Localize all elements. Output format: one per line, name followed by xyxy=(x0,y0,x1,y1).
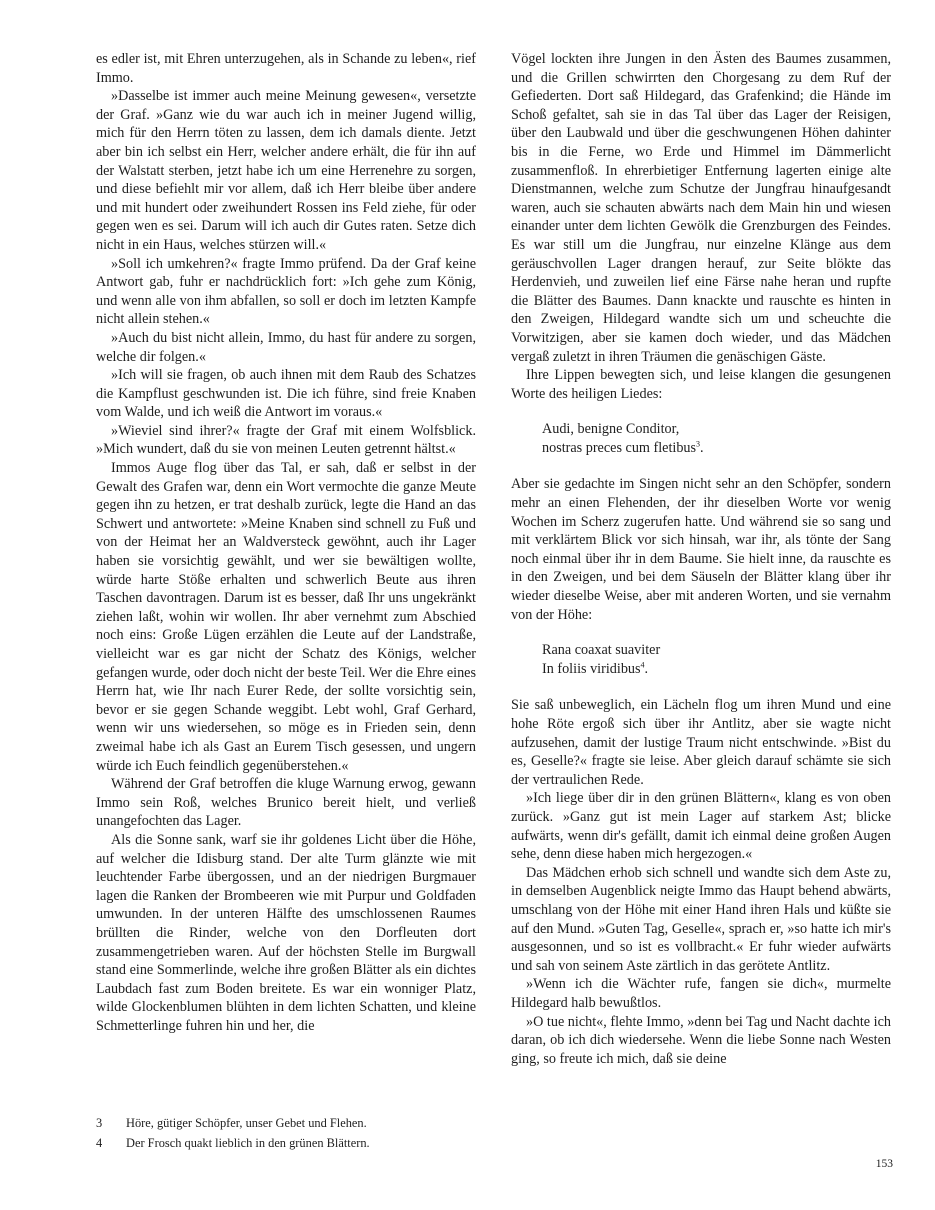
paragraph: »Soll ich umkehren?« fragte Immo prüfend. Da der Graf keine Antwort gab, fuhr er nachdrücklich fort: »Ich gehe zum König, und wenn alle von ihm abfallen, so soll er doch im letzten Kampfe nicht allein stehen.« xyxy=(96,255,476,328)
paragraph: »Dasselbe ist immer auch meine Meinung gewesen«, versetzte der Graf. »Ganz wie du war auch ich in meiner Jugend willig, mich für den Herrn töten zu lassen, dem ich damals diente. Jetzt aber bin ich selbst ein Herr, welcher andere erhält, die für ihn auf der Walstatt sterben, jetzt habe ich um eine Herrenehre zu sorgen, und diese befiehlt mir vor allem, daß ich Herr bleibe über andere und mit hundert oder zweihundert Rossen ins Feld ziehe, für oder gegen wen es sei. Darum will ich auch dir Gutes raten. Setze dich nicht in ein Haus, welches stürzen will.« xyxy=(96,88,476,253)
verse-line: In foliis viridibus$^4$. xyxy=(542,660,649,677)
paragraph: Ihre Lippen bewegten sich, und leise klangen die gesungenen Worte des heiligen Liedes: xyxy=(511,367,891,402)
verse-line: Audi, benigne Conditor, xyxy=(542,421,680,438)
paragraph: Als die Sonne sank, warf sie ihr goldenes Licht über die Höhe, auf welcher die Idisburg stand. Der alte Turm glänzte wie mit leuchtender Farbe übergossen, und an der niedrigen Burgmauer lagen die Ranken der Brombeeren wie mit Purpur und Goldfaden umwunden. In der unteren Hälfte des umschlossenen Raumes brüllten die Rinder, welche von den Dorfleuten dort zusammengetrieben waren. Auf der höchsten Stelle im Burgwall stand eine Sommerlinde, welche ihre großen Blätter als ein dichtes Laubdach fast zum Boden breitete. Es war ein wonniger Platz, wilde Glockenblumen blühten in dem lichten Schatten, und kleine Schmetterlinge fuhren hin und her, die xyxy=(96,831,476,1034)
footnote-number: 3 xyxy=(96,1116,103,1130)
latin-verse-1 xyxy=(542,420,891,457)
footnote-ref: 4 xyxy=(640,660,645,670)
left-column xyxy=(96,50,476,1035)
footnote-text: Der Frosch quakt lieblich in den grünen Blättern. xyxy=(126,1136,370,1150)
verse-line: Rana coaxat suaviter xyxy=(542,642,661,659)
right-column xyxy=(511,50,891,1068)
latin-verse-2 xyxy=(542,641,891,678)
page-number: 153 xyxy=(875,1158,893,1170)
paragraph: es edler ist, mit Ehren unterzugehen, als in Schande zu leben«, rief Immo. xyxy=(96,51,476,86)
paragraph: »O tue nicht«, flehte Immo, »denn bei Tag und Nacht dachte ich daran, ob ich dich wiedersehe. Wenn die liebe Sonne nach Westen ging, so freute ich mich, daß sie deine xyxy=(511,1013,891,1067)
footnote-number: 4 xyxy=(96,1136,103,1150)
paragraph: Das Mädchen erhob sich schnell und wandte sich dem Aste zu, in demselben Augenblick neigte Immo das Haupt behend abwärts, umschlang von der Höhe mit einer Hand ihren Hals und küßte sie auf den Mund. »Guten Tag, Geselle«, sprach er, »so hatte ich mir's ausgesonnen, und so ist es vollbracht.« Er fuhr wieder aufwärts und sah von seinem Aste zärtlich in das gerötete Antlitz. xyxy=(511,864,891,974)
paragraph: Aber sie gedachte im Singen nicht sehr an den Schöpfer, sondern mehr an einen Flehenden, der ihr dieselben Worte vor wenig Wochen im Scherz zugerufen hatte. Und während sie so sang und mit verklärtem Blick vor sich hinsah, war ihr, als tönte der Sang noch einmal über ihr in dem Baume. Sie hielt inne, da rauschte es in den Zweigen, und bei dem Säuseln der Blätter klang über ihr wieder dieselbe Weise, aber mit anderen Worten, und sie vernahm von der Höhe: xyxy=(511,476,891,623)
footnote xyxy=(96,1113,476,1133)
footnote-text: Höre, gütiger Schöpfer, unser Gebet und Flehen. xyxy=(126,1116,367,1130)
footnote-ref: 3 xyxy=(696,439,701,449)
paragraph: Immos Auge flog über das Tal, er sah, daß er selbst in der Gewalt des Grafen war, denn ein Wort vermochte die ganze Meute gegen ihn zu hetzen, er trat deshalb zurück, legte die Hand an das Schwert und antwortete: »Meine Knaben sind schnell zu Fuß und von der Heimat her an Waldversteck gewöhnt, auch ihr Lager haben sie vorsichtig gewählt, und wer sie bewältigen wollte, würde harte Stöße erhalten und schwerlich Beute aus ihren Taschen davontragen. Darum ist es besser, daß Ihr uns ungekränkt ziehen laßt, wohin wir wollen. Ihr aber vernehmt zum Abschied noch eins: Große Lügen erzählen die Leute auf der Landstraße, vielleicht war es gar nicht der Schatz des Königs, welcher gefangen wurde, oder doch nicht der beste Teil. Wer die Ehre eines Herrn hat, wie Ihr nach Eurer Rede, der sollte vorsichtig sein, bevor er sie gegen Schande weggibt. Lebt wohl, Graf Gerhard, wenn wir uns wiedersehen, so möge es in Frieden sein, denn zweimal habe ich als Gast an Eurem Tisch gesessen, und ungern würde ich Euch feindlich gegenüberstehen.« xyxy=(96,460,476,774)
paragraph: »Ich will sie fragen, ob auch ihnen mit dem Raub des Schatzes die Kampflust geschwunden ist. Die ich führe, sind freie Knaben vom Walde, und ich weiß die Antwort im voraus.« xyxy=(96,367,476,421)
paragraph: Sie saß unbeweglich, ein Lächeln flog um ihren Mund und eine hohe Röte ergoß sich über ihr Antlitz, aber sie wagte nicht aufzusehen, damit der lustige Traum nicht entschwinde. »Bist du es, Geselle?« fragte sie leise. Aber gleich darauf schämte sie sich der vertraulichen Rede. xyxy=(511,697,891,788)
paragraph: Vögel lockten ihre Jungen in den Ästen des Baumes zusammen, und die Grillen schwirrten den Chorgesang zu dem Ruf der Gefiederten. Dort saß Hildegard, das Grafenkind; die Hände im Schoß gefaltet, sah sie in das Tal über das Lager der Reisigen, über den Laubwald und über die geschwungenen Höhen dahinter bis in die Ferne, wo Erde und Himmel im Dämmerlicht zusammenfloß. In ehrerbietiger Entfernung lagerten einige alte Dienstmannen, welche zum Schutze der Jungfrau hinaufgesandt waren, auch sie schauten abwärts nach dem Main hin und wiesen einander unter dem lichten Gewölk die Grenzburgen des Feindes. Es war still um die Jungfrau, nur einzelne Klänge aus dem geräuschvollen Lager drangen herauf, zur Seite blökte das Herdenvieh, und zuweilen lief eine Färse nahe heran und rupfte die Blätter des Baumes. Dann knackte und rauschte es hinten in den Zweigen, Hildegard wandte sich um und scheuchte die Vorwitzigen, aber sie kamen doch wieder, und das Mädchen vergaß zuletzt in ihren Träumen die genäschigen Gäste. xyxy=(511,51,891,365)
paragraph: Während der Graf betroffen die kluge Warnung erwog, gewann Immo sein Roß, welches Brunico bereit hielt, und verließ unangefochten das Lager. xyxy=(96,776,476,830)
paragraph: »Auch du bist nicht allein, Immo, du hast für andere zu sorgen, welche dir folgen.« xyxy=(96,329,476,365)
footnote xyxy=(96,1133,476,1153)
paragraph: »Ich liege über dir in den grünen Blättern«, klang es von oben zurück. »Ganz gut ist mein Lager auf starkem Ast; blicke aufwärts, wenn dir's gefällt, damit ich einmal deine großen Augen sehe, denn diese haben mich hergezogen.« xyxy=(511,790,891,863)
verse-line: nostras preces cum fletibus$^3$. xyxy=(542,439,704,456)
paragraph: »Wenn ich die Wächter rufe, fangen sie dich«, murmelte Hildegard halb bewußtlos. xyxy=(511,976,891,1011)
paragraph: »Wieviel sind ihrer?« fragte der Graf mit einem Wolfsblick. »Mich wundert, daß du sie von meinen Leuten getrennt hältst.« xyxy=(96,422,476,458)
footnotes xyxy=(96,1113,476,1153)
